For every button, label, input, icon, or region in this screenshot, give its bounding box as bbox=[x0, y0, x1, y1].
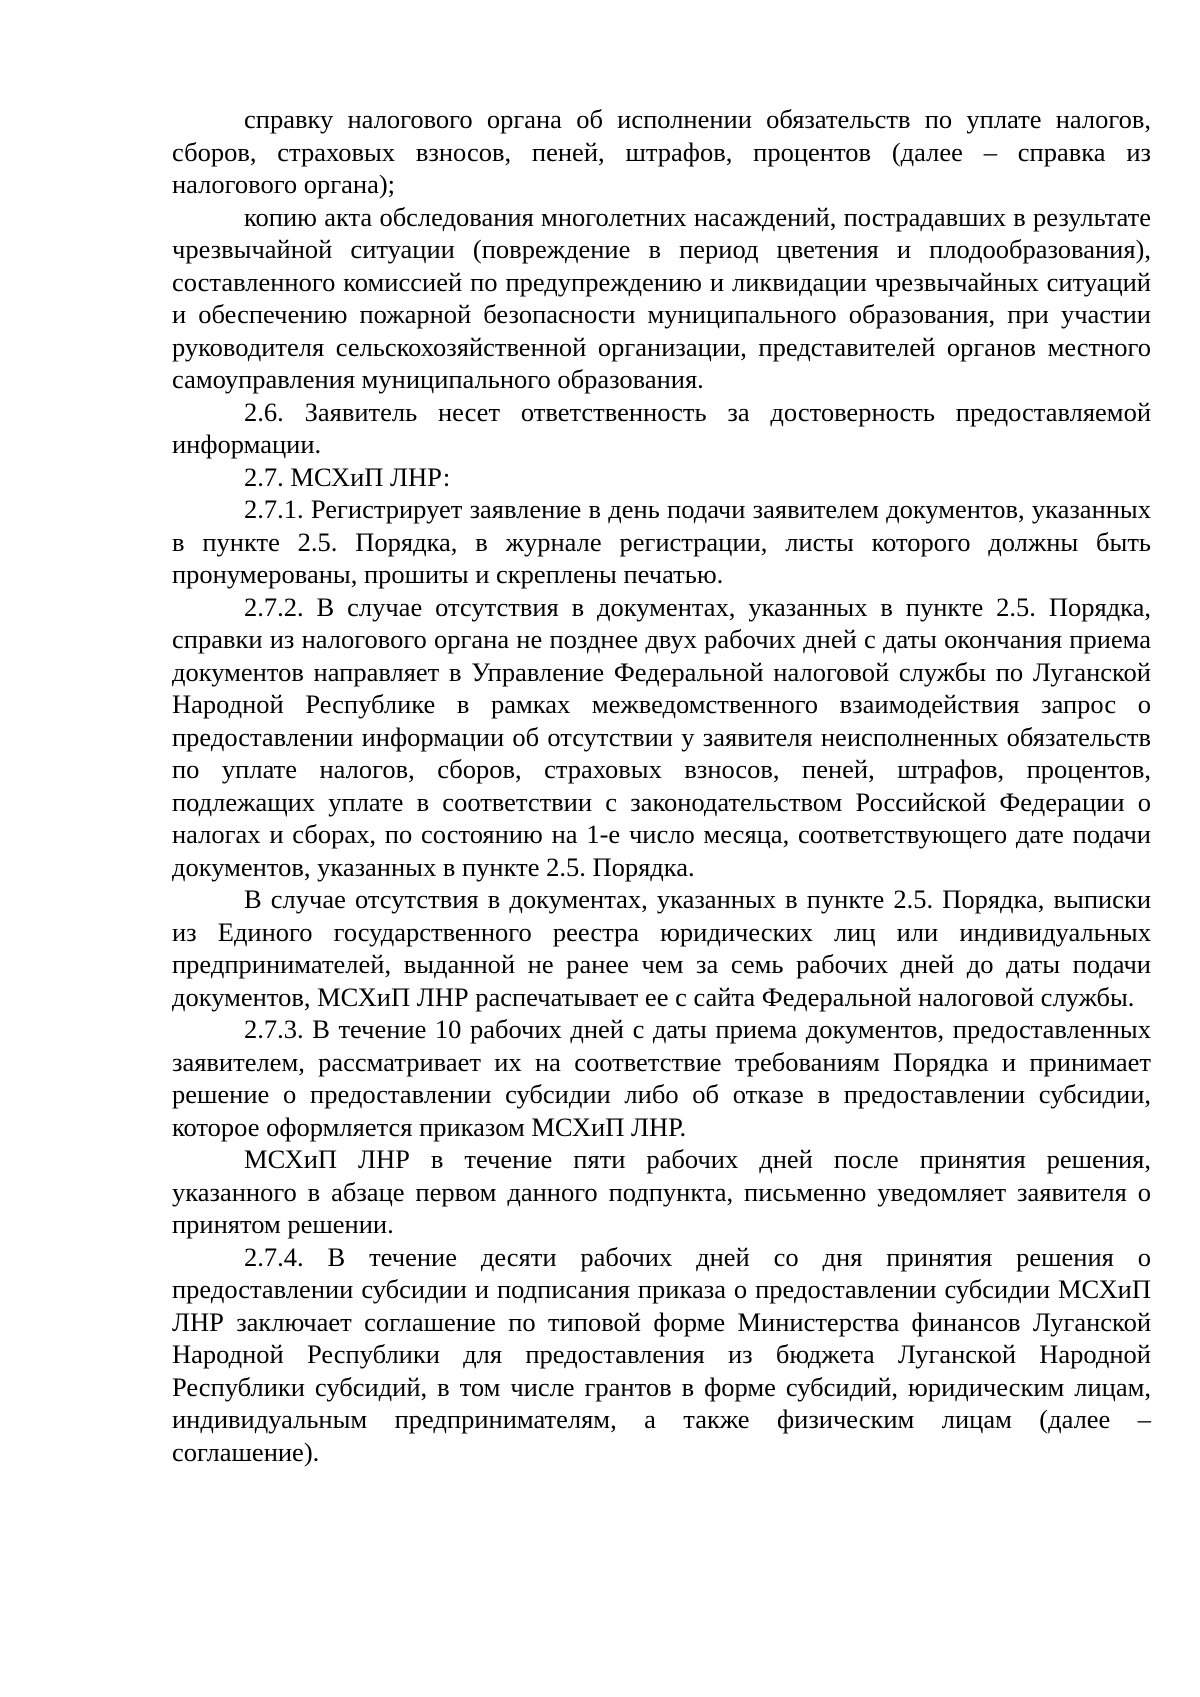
paragraph-2-7-2: 2.7.2. В случае отсутствия в документах, указанных в пункте 2.5. Порядка, справки из налогового органа не позднее двух рабочих дней с даты окончания приема документов направляет в Управление Федеральной налоговой службы по Луганской Народной Республике в рамках межведомственного взаимодействия запрос о предоставлении информации об отсутствии у заявителя неисполненных обязательств по уплате налогов, сборов, страховых взносов, пеней, штрафов, процентов, подлежащих уплате в соответствии с законодательством Российской Федерации о налогах и сборах, по состоянию на 1-е число месяца, соответствующего дате подачи документов, указанных в пункте 2.5. Порядка. bbox=[172, 591, 1151, 882]
paragraph-tax-certificate: справку налогового органа об исполнении обязательств по уплате налогов, сборов, страховых взносов, пеней, штрафов, процентов (далее – справка из налогового органа); bbox=[172, 104, 1151, 199]
paragraph-inspection-act: копию акта обследования многолетних насаждений, пострадавших в результате чрезвычайной ситуации (повреждение в период цветения и плодообразования), составленного комиссией по предупреждению и ликвидации чрезвычайных ситуаций и обеспечению пожарной безопасности муниципального образования, при участии руководителя сельскохозяйственной организации, представителей органов местного самоуправления муниципального образования. bbox=[172, 201, 1151, 394]
paragraph-2-7-4: 2.7.4. В течение десяти рабочих дней со дня принятия решения о предоставлении субсидии и подписания приказа о предоставлении субсидии МСХиП ЛНР заключает соглашение по типовой форме Министерства финансов Луганской Народной Республики для предоставления из бюджета Луганской Народной Республики субсидий, в том числе грантов в форме субсидий, юридическим лицам, индивидуальным предпринимателям, а также физическим лицам (далее – соглашение). bbox=[172, 1241, 1151, 1467]
paragraph-2-7: 2.7. МСХиП ЛНР: bbox=[244, 461, 451, 492]
paragraph-2-6: 2.6. Заявитель несет ответственность за достоверность предоставляемой информации. bbox=[172, 396, 1151, 459]
paragraph-2-7-3: 2.7.3. В течение 10 рабочих дней с даты приема документов, предоставленных заявителем, рассматривает их на соответствие требованиям Порядка и принимает решение о предоставлении субсидии либо об отказе в предоставлении субсидии, которое оформляется приказом МСХиП ЛНР. bbox=[172, 1014, 1151, 1142]
paragraph-2-7-1: 2.7.1. Регистрирует заявление в день подачи заявителем документов, указанных в пункте 2.5. Порядка, в журнале регистрации, листы которого должны быть пронумерованы, прошиты и скреплены печатью. bbox=[172, 494, 1151, 589]
document-body bbox=[172, 103, 1151, 1468]
paragraph-2-7-2-extract: В случае отсутствия в документах, указанных в пункте 2.5. Порядка, выписки из Единого государственного реестра юридических лиц или индивидуальных предпринимателей, выданной не ранее чем за семь рабочих дней до даты подачи документов, МСХиП ЛНР распечатывает ее с сайта Федеральной налоговой службы. bbox=[172, 884, 1151, 1012]
paragraph-2-7-3-notify: МСХиП ЛНР в течение пяти рабочих дней после принятия решения, указанного в абзаце первом данного подпункта, письменно уведомляет заявителя о принятом решении. bbox=[172, 1144, 1151, 1239]
